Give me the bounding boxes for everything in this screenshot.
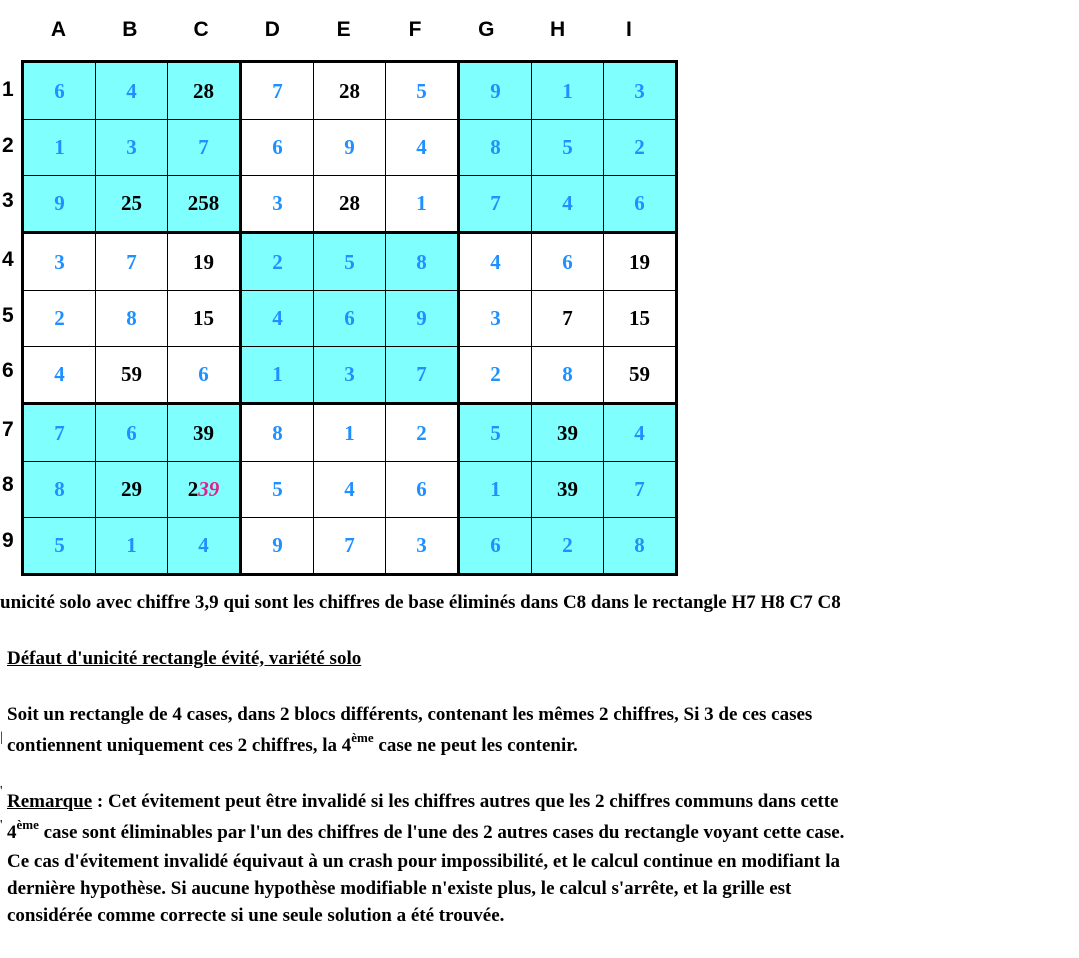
grid-cell: 15 [604, 291, 677, 347]
grid-cell: 2 [23, 291, 96, 347]
grid-cell: 4 [96, 62, 168, 120]
grid-row [23, 291, 677, 347]
grid-cell: 7 [386, 347, 459, 404]
remark-line: 4ème case sont éliminables par l'un des chiffres de l'une des 2 autres cases du rectangle voyant cette case. [7, 816, 845, 843]
grid-cell: 28 [314, 62, 386, 120]
grid-cell: 3 [386, 518, 459, 575]
grid-cell: 2 [241, 233, 314, 291]
grid-cell: 29 [96, 462, 168, 518]
grid-cell: 39 [168, 404, 241, 462]
grid-cell: 39 [532, 462, 604, 518]
sudoku-grid [21, 60, 678, 576]
grid-cell: 25 [96, 176, 168, 233]
grid-cell: 5 [23, 518, 96, 575]
grid-cell: 5 [459, 404, 532, 462]
grid-cell: 1 [532, 62, 604, 120]
grid-cell: 9 [459, 62, 532, 120]
grid-cell: 8 [241, 404, 314, 462]
column-header: A [50, 18, 67, 41]
grid-cell: 4 [386, 120, 459, 176]
grid-cell: 39 [532, 404, 604, 462]
grid-cell: 7 [604, 462, 677, 518]
grid-row [23, 233, 677, 291]
grid-cell: 1 [314, 404, 386, 462]
remark-label: Remarque [7, 791, 93, 812]
paragraph-line: contiennent uniquement ces 2 chiffres, la 4ème case ne peut les contenir. [7, 729, 578, 756]
grid-cell: 9 [241, 518, 314, 575]
eliminated-digits: 39 [198, 477, 220, 501]
column-header: H [550, 18, 566, 41]
grid-cell: 7 [168, 120, 241, 176]
grid-cell: 2 [459, 347, 532, 404]
column-header: B [122, 18, 138, 41]
grid-cell: 28 [314, 176, 386, 233]
grid-cell: 7 [532, 291, 604, 347]
grid-cell: 6 [604, 176, 677, 233]
grid-cell: 19 [604, 233, 677, 291]
grid-cell: 4 [604, 404, 677, 462]
remark-line: dernière hypothèse. Si aucune hypothèse modifiable n'existe plus, le calcul s'arrête, et la grille est [7, 878, 792, 899]
grid-cell: 6 [532, 233, 604, 291]
grid-cell: 6 [96, 404, 168, 462]
grid-cell: 8 [604, 518, 677, 575]
grid-cell: 3 [459, 291, 532, 347]
grid-cell: 4 [314, 462, 386, 518]
grid-cell: 59 [604, 347, 677, 404]
row-header: 9 [2, 529, 14, 552]
grid-row [23, 518, 677, 575]
grid-cell: 239 [168, 462, 241, 518]
column-header: C [193, 18, 209, 41]
grid-cell: 7 [96, 233, 168, 291]
row-header: 8 [2, 473, 14, 496]
grid-cell: 6 [314, 291, 386, 347]
grid-cell: 15 [168, 291, 241, 347]
margin-mark: ' [0, 818, 3, 833]
grid-cell: 3 [604, 62, 677, 120]
grid-cell: 3 [23, 233, 96, 291]
column-header: G [478, 18, 495, 41]
grid-cell: 1 [386, 176, 459, 233]
grid-cell: 8 [386, 233, 459, 291]
grid-cell: 1 [459, 462, 532, 518]
grid-cell: 3 [96, 120, 168, 176]
remark-line: Remarque : Cet évitement peut être invalidé si les chiffres autres que les 2 chiffres communs dans cette [7, 791, 839, 812]
margin-mark: ' [0, 784, 3, 799]
grid-row [23, 62, 677, 120]
grid-cell: 7 [314, 518, 386, 575]
grid-cell: 7 [241, 62, 314, 120]
grid-cell: 5 [241, 462, 314, 518]
column-header: E [336, 18, 351, 41]
grid-cell: 7 [459, 176, 532, 233]
grid-row [23, 120, 677, 176]
row-header: 3 [2, 189, 14, 212]
grid-cell: 1 [96, 518, 168, 575]
grid-cell: 8 [23, 462, 96, 518]
grid-cell: 4 [23, 347, 96, 404]
grid-row [23, 462, 677, 518]
grid-cell: 6 [168, 347, 241, 404]
grid-cell: 28 [168, 62, 241, 120]
grid-row [23, 347, 677, 404]
column-header: I [625, 18, 632, 41]
grid-cell: 1 [23, 120, 96, 176]
grid-cell: 2 [604, 120, 677, 176]
grid-cell: 3 [241, 176, 314, 233]
grid-cell: 6 [23, 62, 96, 120]
column-header: F [408, 18, 422, 41]
row-header: 2 [2, 134, 14, 157]
row-header: 5 [2, 304, 14, 327]
grid-cell: 8 [96, 291, 168, 347]
grid-cell: 59 [96, 347, 168, 404]
grid-cell: 19 [168, 233, 241, 291]
grid-cell: 3 [314, 347, 386, 404]
remark-line: considérée comme correcte si une seule solution a été trouvée. [7, 905, 505, 926]
remark-line: Ce cas d'évitement invalidé équivaut à un crash pour impossibilité, et le calcul continue en modifiant la [7, 851, 841, 872]
grid-cell: 8 [532, 347, 604, 404]
column-header: D [264, 18, 280, 41]
grid-row [23, 404, 677, 462]
margin-mark: | [0, 730, 3, 745]
paragraph-line: Soit un rectangle de 4 cases, dans 2 blocs différents, contenant les mêmes 2 chiffres, Si 3 de ces cases [7, 704, 813, 725]
grid-cell: 8 [459, 120, 532, 176]
grid-cell: 5 [386, 62, 459, 120]
grid-cell: 9 [314, 120, 386, 176]
grid-cell: 2 [532, 518, 604, 575]
grid-cell: 5 [314, 233, 386, 291]
grid-cell: 4 [168, 518, 241, 575]
row-header: 7 [2, 418, 14, 441]
row-header: 6 [2, 359, 14, 382]
grid-cell: 5 [532, 120, 604, 176]
grid-cell: 4 [459, 233, 532, 291]
caption-text: unicité solo avec chiffre 3,9 qui sont les chiffres de base éliminés dans C8 dans le rectangle H7 H8 C7 C8 [0, 592, 841, 613]
row-header: 4 [2, 248, 14, 271]
grid-cell: 7 [23, 404, 96, 462]
grid-row [23, 176, 677, 233]
grid-cell: 9 [23, 176, 96, 233]
grid-cell: 4 [241, 291, 314, 347]
grid-cell: 6 [386, 462, 459, 518]
row-header: 1 [2, 78, 14, 101]
grid-cell: 4 [532, 176, 604, 233]
grid-cell: 1 [241, 347, 314, 404]
grid-cell: 6 [241, 120, 314, 176]
grid-cell: 6 [459, 518, 532, 575]
grid-cell: 9 [386, 291, 459, 347]
section-heading: Défaut d'unicité rectangle évité, variété solo [7, 648, 362, 669]
grid-cell: 258 [168, 176, 241, 233]
grid-cell: 2 [386, 404, 459, 462]
